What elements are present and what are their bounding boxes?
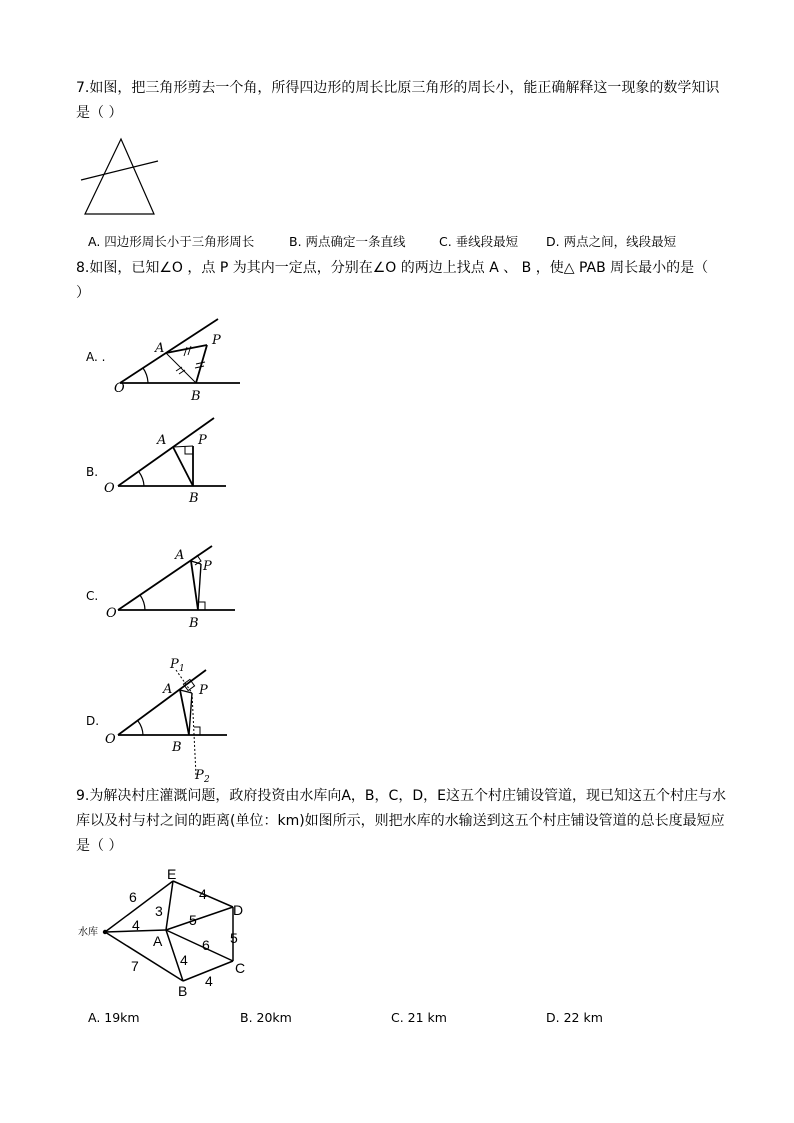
weight-d-c: 5 bbox=[230, 930, 238, 946]
q7-stem-line1: 7.如图，把三角形剪去一个角，所得四边形的周长比原三角形的周长小，能正确解释这一现象的数学知识 bbox=[76, 80, 720, 96]
weight-a-d: 5 bbox=[189, 912, 197, 928]
edge-a-c bbox=[166, 930, 233, 961]
q8b-label-a: A bbox=[157, 433, 167, 448]
q9-stem-line2: 库以及村与村之间的距离(单位：km)如图所示，则把水库的水输送到这五个村庄铺设管道的总长度最短应 bbox=[76, 813, 725, 829]
q7-cut-line bbox=[81, 161, 158, 180]
q9-option-b[interactable]: B. 20km bbox=[240, 1010, 292, 1025]
q8-option-a[interactable]: A. . bbox=[86, 350, 106, 364]
q8c-label-b: B bbox=[189, 616, 199, 631]
weight-e-d: 4 bbox=[199, 886, 207, 902]
weight-reservoir-b: 7 bbox=[131, 958, 139, 974]
q8a-label-o: O bbox=[114, 381, 125, 396]
q8-option-d[interactable]: D. bbox=[86, 714, 100, 728]
q8a-label-b: B bbox=[191, 389, 201, 404]
q9-stem-line3: 是（ ） bbox=[76, 838, 123, 854]
q8-figure-a bbox=[110, 312, 245, 407]
q8d-label-b: B bbox=[172, 740, 182, 755]
q7-stem-line2: 是（ ） bbox=[76, 105, 123, 121]
q8-figure-c bbox=[100, 540, 245, 635]
node-a-label: A bbox=[153, 933, 163, 949]
q8-figure-b bbox=[100, 410, 235, 505]
q8-stem-line1: 8.如图，已知∠O ，点 P 为其内一定点，分别在∠O 的两边上找点 A 、 B ，使△ PAB 周长最小的是（ bbox=[76, 260, 709, 276]
q8-option-b[interactable]: B. bbox=[86, 465, 99, 479]
weight-b-c: 4 bbox=[205, 973, 213, 989]
q7-option-c[interactable]: C. 垂线段最短 bbox=[439, 234, 519, 249]
q8a-label-a: A bbox=[155, 341, 165, 356]
q9-option-a[interactable]: A. 19km bbox=[88, 1010, 140, 1025]
q7-option-a[interactable]: A. 四边形周长小于三角形周长 bbox=[88, 234, 255, 249]
edge-a-e bbox=[166, 881, 173, 930]
weight-a-b: 4 bbox=[180, 952, 188, 968]
edge-a-d bbox=[166, 907, 233, 930]
reservoir-node bbox=[103, 930, 107, 934]
q8d-label-p2-sub: 2 bbox=[204, 775, 210, 785]
weight-a-c: 6 bbox=[202, 937, 210, 953]
node-e-label: E bbox=[167, 866, 177, 882]
q8-figure-d bbox=[100, 655, 235, 785]
q7-option-b[interactable]: B. 两点确定一条直线 bbox=[289, 234, 406, 249]
q8b-label-p: P bbox=[198, 433, 207, 448]
q8d-label-p1: P bbox=[170, 657, 179, 672]
weight-reservoir-e: 6 bbox=[129, 889, 137, 905]
q8c-label-p: P bbox=[203, 559, 212, 574]
node-c-label: C bbox=[235, 960, 246, 976]
q8b-label-o: O bbox=[104, 481, 115, 496]
q8c-label-a: A bbox=[175, 548, 185, 563]
q8d-label-p: P bbox=[199, 683, 208, 698]
q8d-label-p1-sub: 1 bbox=[179, 664, 185, 674]
q8a-label-p: P bbox=[212, 333, 221, 348]
node-d-label: D bbox=[233, 902, 244, 918]
q9-stem-line1: 9.为解决村庄灌溉问题，政府投资由水库向A，B，C，D，E这五个村庄铺设管道，现已知这五个村庄与水 bbox=[76, 788, 726, 804]
weight-a-e: 3 bbox=[155, 903, 163, 919]
reservoir-label: 水库 bbox=[78, 927, 98, 938]
q8b-label-b: B bbox=[189, 491, 199, 506]
q8d-label-a: A bbox=[163, 682, 173, 697]
edge-reservoir-b bbox=[105, 932, 183, 981]
q8d-label-p2: P bbox=[195, 768, 204, 783]
q7-option-d[interactable]: D. 两点之间，线段最短 bbox=[546, 234, 677, 249]
q9-option-d[interactable]: D. 22 km bbox=[546, 1010, 603, 1025]
q9-graph-figure bbox=[76, 864, 256, 1004]
q8-stem-line2: ） bbox=[76, 285, 90, 301]
q8c-label-o: O bbox=[106, 606, 117, 621]
q9-option-c[interactable]: C. 21 km bbox=[391, 1010, 447, 1025]
q8-option-c[interactable]: C. bbox=[86, 589, 99, 603]
q7-triangle-figure bbox=[78, 136, 163, 218]
node-b-label: B bbox=[178, 983, 188, 999]
weight-reservoir-a: 4 bbox=[132, 917, 140, 933]
q8d-label-o: O bbox=[105, 732, 116, 747]
